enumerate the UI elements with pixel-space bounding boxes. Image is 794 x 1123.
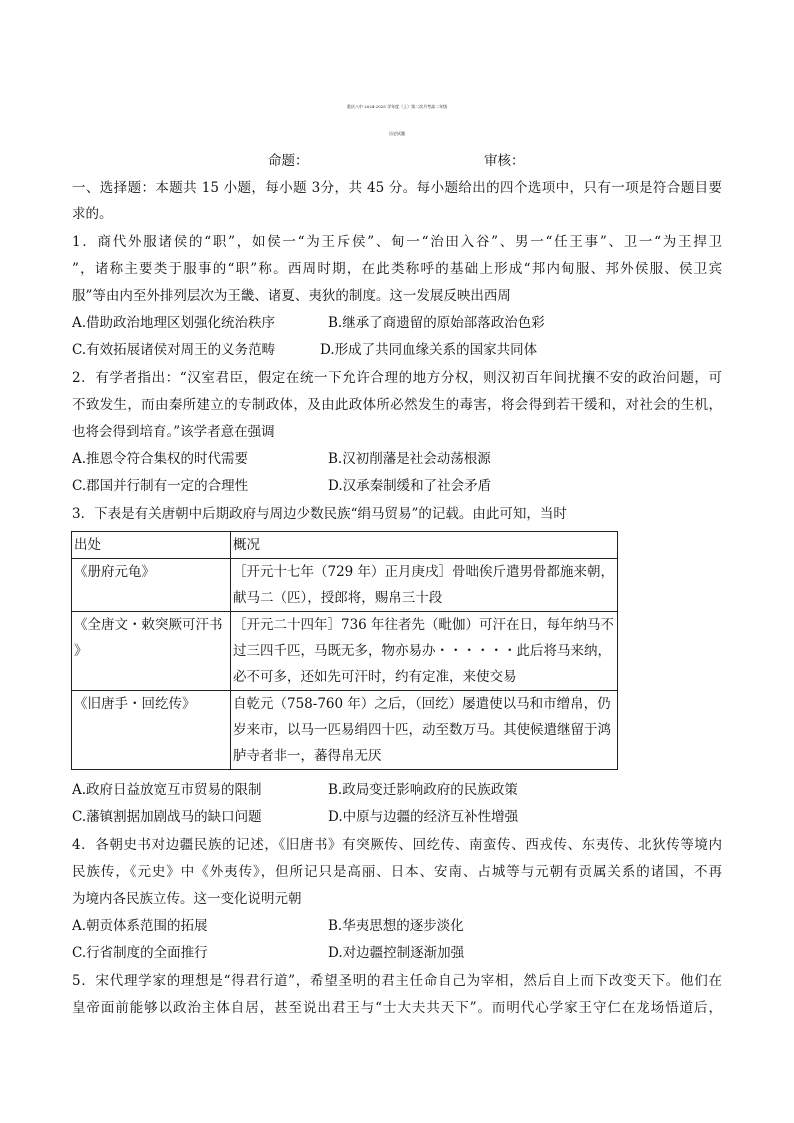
table-row xyxy=(72,612,618,691)
q1-option-b: B.继承了商遗留的原始部落政治色彩 xyxy=(328,315,545,331)
q1-stem-line2: ”，诸称主要类于服事的“职”称。西周时期，在此类称呼的基础上形成“邦内甸服、邦外侯服、侯卫宾 xyxy=(72,261,722,277)
q4-option-a: A.朝贡体系范围的拓展 xyxy=(72,918,208,934)
q1-option-c: C.有效拓展诸侯对周王的义务范畴 xyxy=(72,342,276,358)
q3-option-a: A.政府日益放宽互市贸易的限制 xyxy=(72,782,262,798)
cell-line: 献马二（匹），授郎将，赐帛三十段 xyxy=(233,590,443,606)
exam-title: 重庆八中 2024-2025 学年度（上）第二次月考高二年级 xyxy=(346,104,448,109)
cell-line: 《册府元龟》 xyxy=(74,564,155,580)
table-cell-content xyxy=(231,559,618,612)
q1-option-a: A.借助政治地理区划强化统治秩序 xyxy=(72,315,276,331)
q3-table xyxy=(71,531,618,770)
cell-line: 岁来市，以马一匹易绢四十匹，动至数万马。其使候遣继留于鸿 xyxy=(233,722,611,738)
q4-option-c: C.行省制度的全面推行 xyxy=(72,945,208,961)
cell-line: 《旧唐手・回纥传》 xyxy=(74,696,196,712)
cell-line: 胪寺者非一，蕃得帛无厌 xyxy=(233,748,382,764)
table-cell-content xyxy=(231,612,618,691)
q1-option-d: D.形成了共同血缘关系的国家共同体 xyxy=(320,342,538,358)
cell-line: 必不可多，还如先可汗时，约有定准，来使交易 xyxy=(233,669,517,685)
table-cell-source xyxy=(72,559,231,612)
section-intro: 一、选择题：本题共 15 小题，每小题 3分，共 45 分。每小题给出的四个选项中，只有一项是符合题目要 xyxy=(72,180,722,196)
q4-stem-line3: 为境内各民族立传。这一变化说明元朝 xyxy=(72,891,302,907)
q2-stem-line1: 2．有学者指出：“汉室君臣，假定在统一下允许合理的地方分权，则汉初百年间扰攘不安的政治问题，可 xyxy=(72,370,722,386)
q4-option-d: D.对边疆控制逐渐加强 xyxy=(328,945,465,961)
exam-subtitle: 历史试题 xyxy=(389,131,405,136)
cell-line: 自乾元（758-760 年）之后，（回纥）屡遣使以马和市缯帛，仍 xyxy=(233,696,611,712)
q2-option-c: C.郡国并行制有一定的合理性 xyxy=(72,478,249,494)
cell-line: ［开元二十四年］736 年往者先（毗伽）可汗在日，每年纳马不 xyxy=(233,617,615,633)
table-cell-source xyxy=(72,612,231,691)
q3-option-b: B.政局变迁影响政府的民族政策 xyxy=(328,782,518,798)
q1-stem-line3: 服”等由内至外排列层次为王畿、诸夏、夷狄的制度。这一发展反映出西周 xyxy=(72,288,511,304)
q4-stem-line1: 4．各朝史书对边疆民族的记述，《旧唐书》有突厥传、回纥传、南蛮传、西戎传、东夷传、北狄传等境内 xyxy=(72,837,722,853)
cell-line: 过三四千匹，马既无多，物亦易办・・・・・・此后将马来纳， xyxy=(233,643,611,659)
table-header-content: 概况 xyxy=(231,532,618,559)
reviewer-label: 审核： xyxy=(484,153,525,169)
q2-stem-line2: 不致发生，而由秦所建立的专制政体，及由此政体所必然发生的毒害，将会得到若干缓和，对社会的生机， xyxy=(72,397,722,413)
q5-stem-line1: 5．宋代理学家的理想是“得君行道”，希望圣明的君主任命自己为宰相，然后自上而下改变天下。他们在 xyxy=(72,973,722,989)
table-cell-content xyxy=(231,691,618,770)
q3-option-d: D.中原与边疆的经济互补性增强 xyxy=(328,809,519,825)
q5-stem-line2: 皇帝面前能够以政治主体自居，甚至说出君王与“士大夫共天下”。而明代心学家王守仁在龙场悟道后， xyxy=(72,1000,722,1016)
cell-line: 》 xyxy=(74,643,88,659)
q2-option-a: A.推恩令符合集权的时代需要 xyxy=(72,451,249,467)
section-intro-cont: 求的。 xyxy=(72,206,113,222)
table-header-source: 出处 xyxy=(72,532,231,559)
q2-stem-line3: 也将会得到培育。”该学者意在强调 xyxy=(72,424,275,440)
q4-option-b: B.华夷思想的逐步淡化 xyxy=(328,918,464,934)
cell-line: ［开元十七年（729 年）正月庚戌］骨咄俟斤遣男骨都施来朝， xyxy=(233,564,615,580)
q2-option-d: D.汉承秦制缓和了社会矛盾 xyxy=(328,478,492,494)
setter-label: 命题： xyxy=(268,153,309,169)
q4-stem-line2: 民族传，《元史》中《外夷传》，但所记只是高丽、日本、安南、占城等与元朝有贡属关系的诸国，不再 xyxy=(72,864,722,880)
q3-stem: 3．下表是有关唐朝中后期政府与周边少数民族“绢马贸易”的记载。由此可知，当时 xyxy=(72,506,567,522)
table-row xyxy=(72,691,618,770)
q3-option-c: C.藩镇割据加剧战马的缺口问题 xyxy=(72,809,262,825)
cell-line: 《全唐文・敕突厥可汗书 xyxy=(74,617,223,633)
q2-option-b: B.汉初削藩是社会动荡根源 xyxy=(328,451,491,467)
table-cell-source xyxy=(72,691,231,770)
table-header-row xyxy=(72,532,618,559)
q1-stem-line1: 1．商代外服诸侯的“职”，如侯一“为王斥侯”、甸一“治田入谷”、男一“任王事”、卫一“为王捍卫 xyxy=(72,234,722,250)
table-row xyxy=(72,559,618,612)
